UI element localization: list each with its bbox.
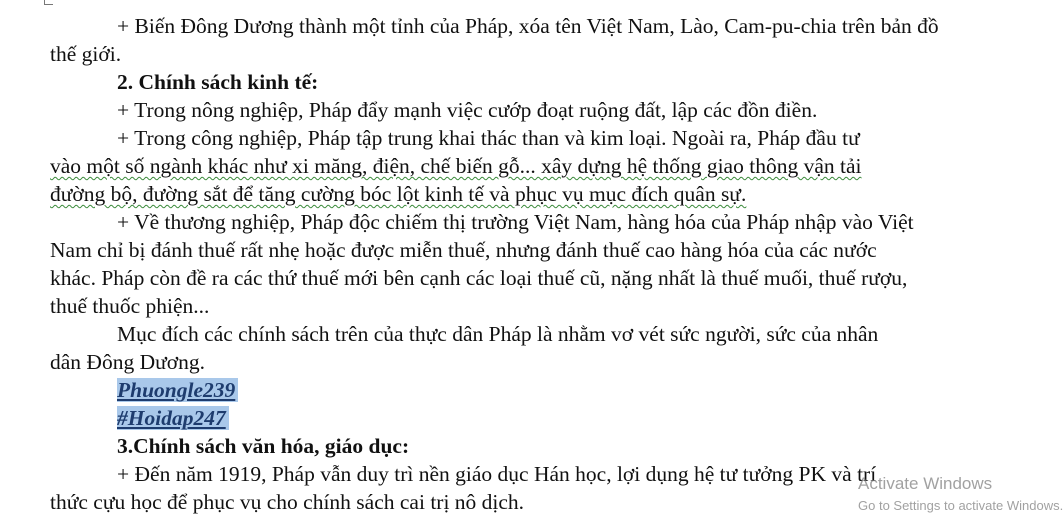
selected-author-tag[interactable]: Phuongle239 (117, 378, 238, 402)
text-line: Nam chỉ bị đánh thuế rất nhẹ hoặc được miễn thuế, nhưng đánh thuế cao hàng hóa của các nước (50, 238, 877, 262)
section-heading: 3.Chính sách văn hóa, giáo dục: (117, 434, 410, 458)
text-line: + Trong nông nghiệp, Pháp đẩy mạnh việc cướp đoạt ruộng đất, lập các đồn điền. (117, 98, 818, 122)
text-line: + Biến Đông Dương thành một tỉnh của Pháp, xóa tên Việt Nam, Lào, Cam-pu-chia trên bản đồ (117, 14, 939, 38)
text-line: Mục đích các chính sách trên của thực dân Pháp là nhằm vơ vét sức người, sức của nhân (117, 322, 879, 346)
text-line: thuế thuốc phiện... (50, 294, 210, 318)
section-heading: 2. Chính sách kinh tế: (117, 70, 319, 94)
text-line: + Đến năm 1919, Pháp vẫn duy trì nền giáo dục Hán học, lợi dụng hệ tư tưởng PK và trí (117, 462, 877, 486)
activate-windows-title: Activate Windows (858, 474, 993, 493)
text-line: đường bộ, đường sắt để tăng cường bóc lột kinh tế và phục vụ mục đích quân sự. (50, 182, 747, 206)
activate-windows-subtitle: Go to Settings to activate Windows. (858, 498, 1063, 513)
text-line: + Trong công nghiệp, Pháp tập trung khai thác than và kim loại. Ngoài ra, Pháp đầu tư (117, 126, 860, 150)
selected-text-line[interactable] (117, 376, 238, 404)
ruler-marker (44, 0, 53, 5)
text-line: thế giới. (50, 42, 122, 66)
text-line: + Về thương nghiệp, Pháp độc chiếm thị trường Việt Nam, hàng hóa của Pháp nhập vào Việt (117, 210, 914, 234)
text-line: vào một số ngành khác như xi măng, điện, chế biến gỗ... xây dựng hệ thống giao thông vận tải (50, 154, 862, 178)
selected-text-line[interactable] (117, 404, 229, 432)
selected-hashtag[interactable]: #Hoidap247 (117, 406, 229, 430)
text-line: dân Đông Dương. (50, 350, 205, 374)
text-line: thức cựu học để phục vụ cho chính sách cai trị nô dịch. (50, 490, 525, 514)
text-line: khác. Pháp còn đề ra các thứ thuế mới bên cạnh các loại thuế cũ, nặng nhất là thuế muối, thuế rượu, (50, 266, 908, 290)
